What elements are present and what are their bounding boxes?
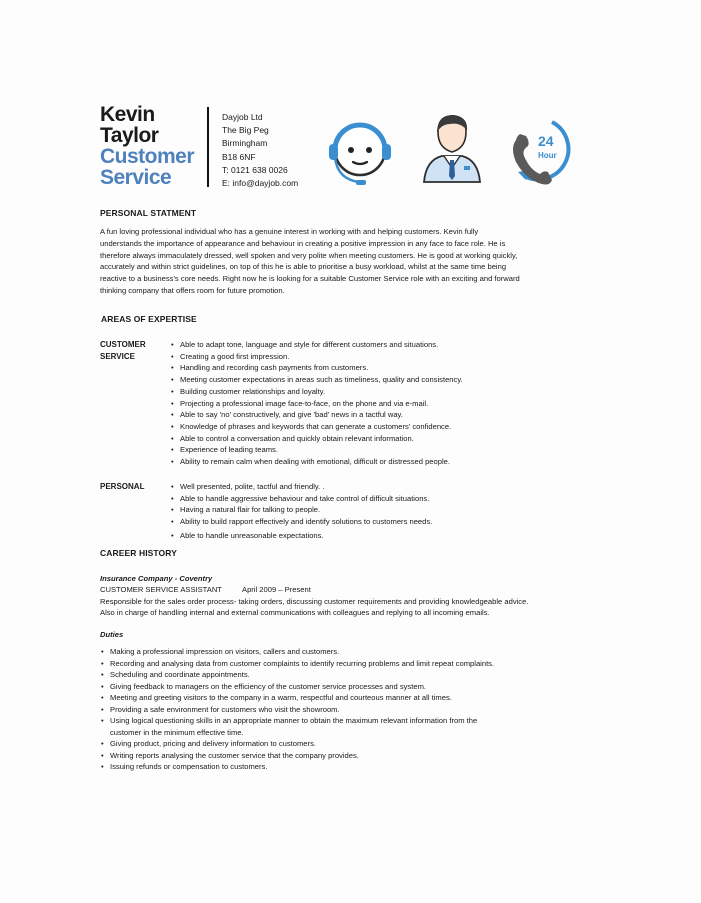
personal-label: PERSONAL — [100, 482, 145, 491]
statement-line: thinking company that offers room for future promotion. — [100, 285, 285, 295]
duties-list — [101, 646, 494, 773]
customer-service-label — [100, 339, 146, 363]
header-icons — [328, 114, 578, 190]
personal-statement — [100, 226, 580, 297]
list-item: • Ability to build rapport effectively and identify solutions to customers needs. — [171, 516, 432, 528]
list-item: • Building customer relationships and loyalty. — [171, 386, 463, 398]
list-item: • Recording and analysing data from customer complaints to identify recurring problems and limit repeat complaints. — [101, 658, 494, 670]
header-divider — [207, 107, 209, 187]
duties-heading: Duties — [100, 630, 124, 639]
contact-postcode: B18 6NF — [222, 151, 256, 162]
list-item: • Knowledge of phrases and keywords that can generate a customers' confidence. — [171, 421, 463, 433]
career-heading: CAREER HISTORY — [100, 548, 177, 558]
list-item: • Having a natural flair for talking to people. — [171, 504, 432, 516]
first-name: Kevin — [100, 103, 155, 126]
headset-agent-icon — [329, 125, 391, 185]
list-item: • Able to adapt tone, language and style for different customers and situations. — [171, 339, 463, 351]
list-item: • Creating a good first impression. — [171, 351, 463, 363]
role-title-line1: Customer — [100, 145, 195, 168]
contact-street: The Big Peg — [222, 125, 269, 136]
expertise-heading: AREAS OF EXPERTISE — [101, 314, 197, 324]
customer-service-label-line1: CUSTOMER — [100, 340, 146, 349]
statement-line: accurately and within strict guidelines, on top of this he is able to prioritise a busy workload, whilst at the same time being — [100, 262, 507, 272]
list-item: • Able to handle unreasonable expectations. — [171, 530, 432, 542]
businessman-icon — [424, 115, 480, 182]
job-description-line: Responsible for the sales order process- taking orders, discussing customer requirements and providing knowledgeable advice. — [100, 597, 529, 606]
list-item: • Making a professional impression on visitors, callers and customers. — [101, 646, 494, 658]
job-title: CUSTOMER SERVICE ASSISTANT — [100, 585, 222, 594]
customer-service-list — [171, 339, 463, 468]
list-item — [101, 715, 494, 738]
contact-company: Dayjob Ltd — [222, 112, 263, 122]
last-name: Taylor — [100, 124, 159, 147]
personal-list — [171, 481, 432, 542]
contact-city: Birmingham — [222, 138, 268, 149]
job-description — [100, 596, 528, 618]
statement-line: therefore always immaculately dressed, well spoken and very polite when meeting customers. He is good at working quickly, — [100, 250, 518, 260]
job-description-line: Also in charge of handling internal and external communications with colleagues and replying to all incoming emails. — [100, 608, 490, 617]
list-item: • Writing reports analysing the customer service that the company provides. — [101, 750, 494, 762]
list-item: • Able to handle aggressive behaviour and take control of difficult situations. — [171, 493, 432, 505]
list-item: • Well presented, polite, tactful and friendly. . — [171, 481, 432, 493]
list-item: • Able to control a conversation and quickly obtain relevant information. — [171, 433, 463, 445]
list-item: • Giving product, pricing and delivery information to customers. — [101, 738, 494, 750]
contact-details — [222, 111, 298, 190]
statement-line: A fun loving professional individual who has a genuine interest in working with and helping customers. Kevin fully — [100, 227, 479, 236]
list-item: • Experience of leading teams. — [171, 444, 463, 456]
statement-line: understands the importance of appearance and behaviour in creating a positive impression in any face to face role. He is — [100, 238, 506, 248]
contact-email: E: info@dayjob.com — [222, 178, 299, 189]
statement-heading: PERSONAL STATMENT — [100, 208, 197, 218]
list-item: • Handling and recording cash payments from customers. — [171, 362, 463, 374]
list-item: • Ability to remain calm when dealing with emotional, difficult or distressed people. — [171, 456, 463, 468]
duty-continuation: customer in the minimum effective time. — [110, 727, 244, 737]
badge-text: Hour — [538, 151, 557, 160]
company-name: Insurance Company - Coventry — [100, 574, 213, 583]
list-item: • Issuing refunds or compensation to customers. — [101, 761, 494, 773]
list-item: • Meeting and greeting visitors to the company in a warm, respectful and courteous manner at all times. — [101, 692, 494, 704]
list-item: • Giving feedback to managers on the efficiency of the customer service processes and system. — [101, 681, 494, 693]
candidate-name — [100, 104, 194, 188]
list-item: • Scheduling and coordinate appointments. — [101, 669, 494, 681]
list-item: • Meeting customer expectations in areas such as timeliness, quality and consistency. — [171, 374, 463, 386]
contact-phone: T: 0121 638 0026 — [222, 164, 288, 175]
statement-line: reactive to a business's core needs. Right now he is looking for a suitable Customer Service role with an exciting and forward — [100, 274, 520, 284]
list-item: • Providing a safe environment for customers who visit the showroom. — [101, 704, 494, 716]
badge-number: 24 — [538, 133, 554, 149]
customer-service-label-line2: SERVICE — [100, 352, 135, 361]
job-dates: April 2009 – Present — [242, 585, 311, 594]
list-item: • Able to say 'no' constructively, and give 'bad' news in a tactful way. — [171, 409, 463, 421]
role-title-line2: Service — [100, 166, 172, 189]
duty-text: Using logical questioning skills in an appropriate manner to obtain the maximum relevant information from the — [110, 716, 478, 725]
phone-24-hour-icon — [513, 122, 568, 185]
list-item: • Projecting a professional image face-to-face, on the phone and via e-mail. — [171, 398, 463, 410]
